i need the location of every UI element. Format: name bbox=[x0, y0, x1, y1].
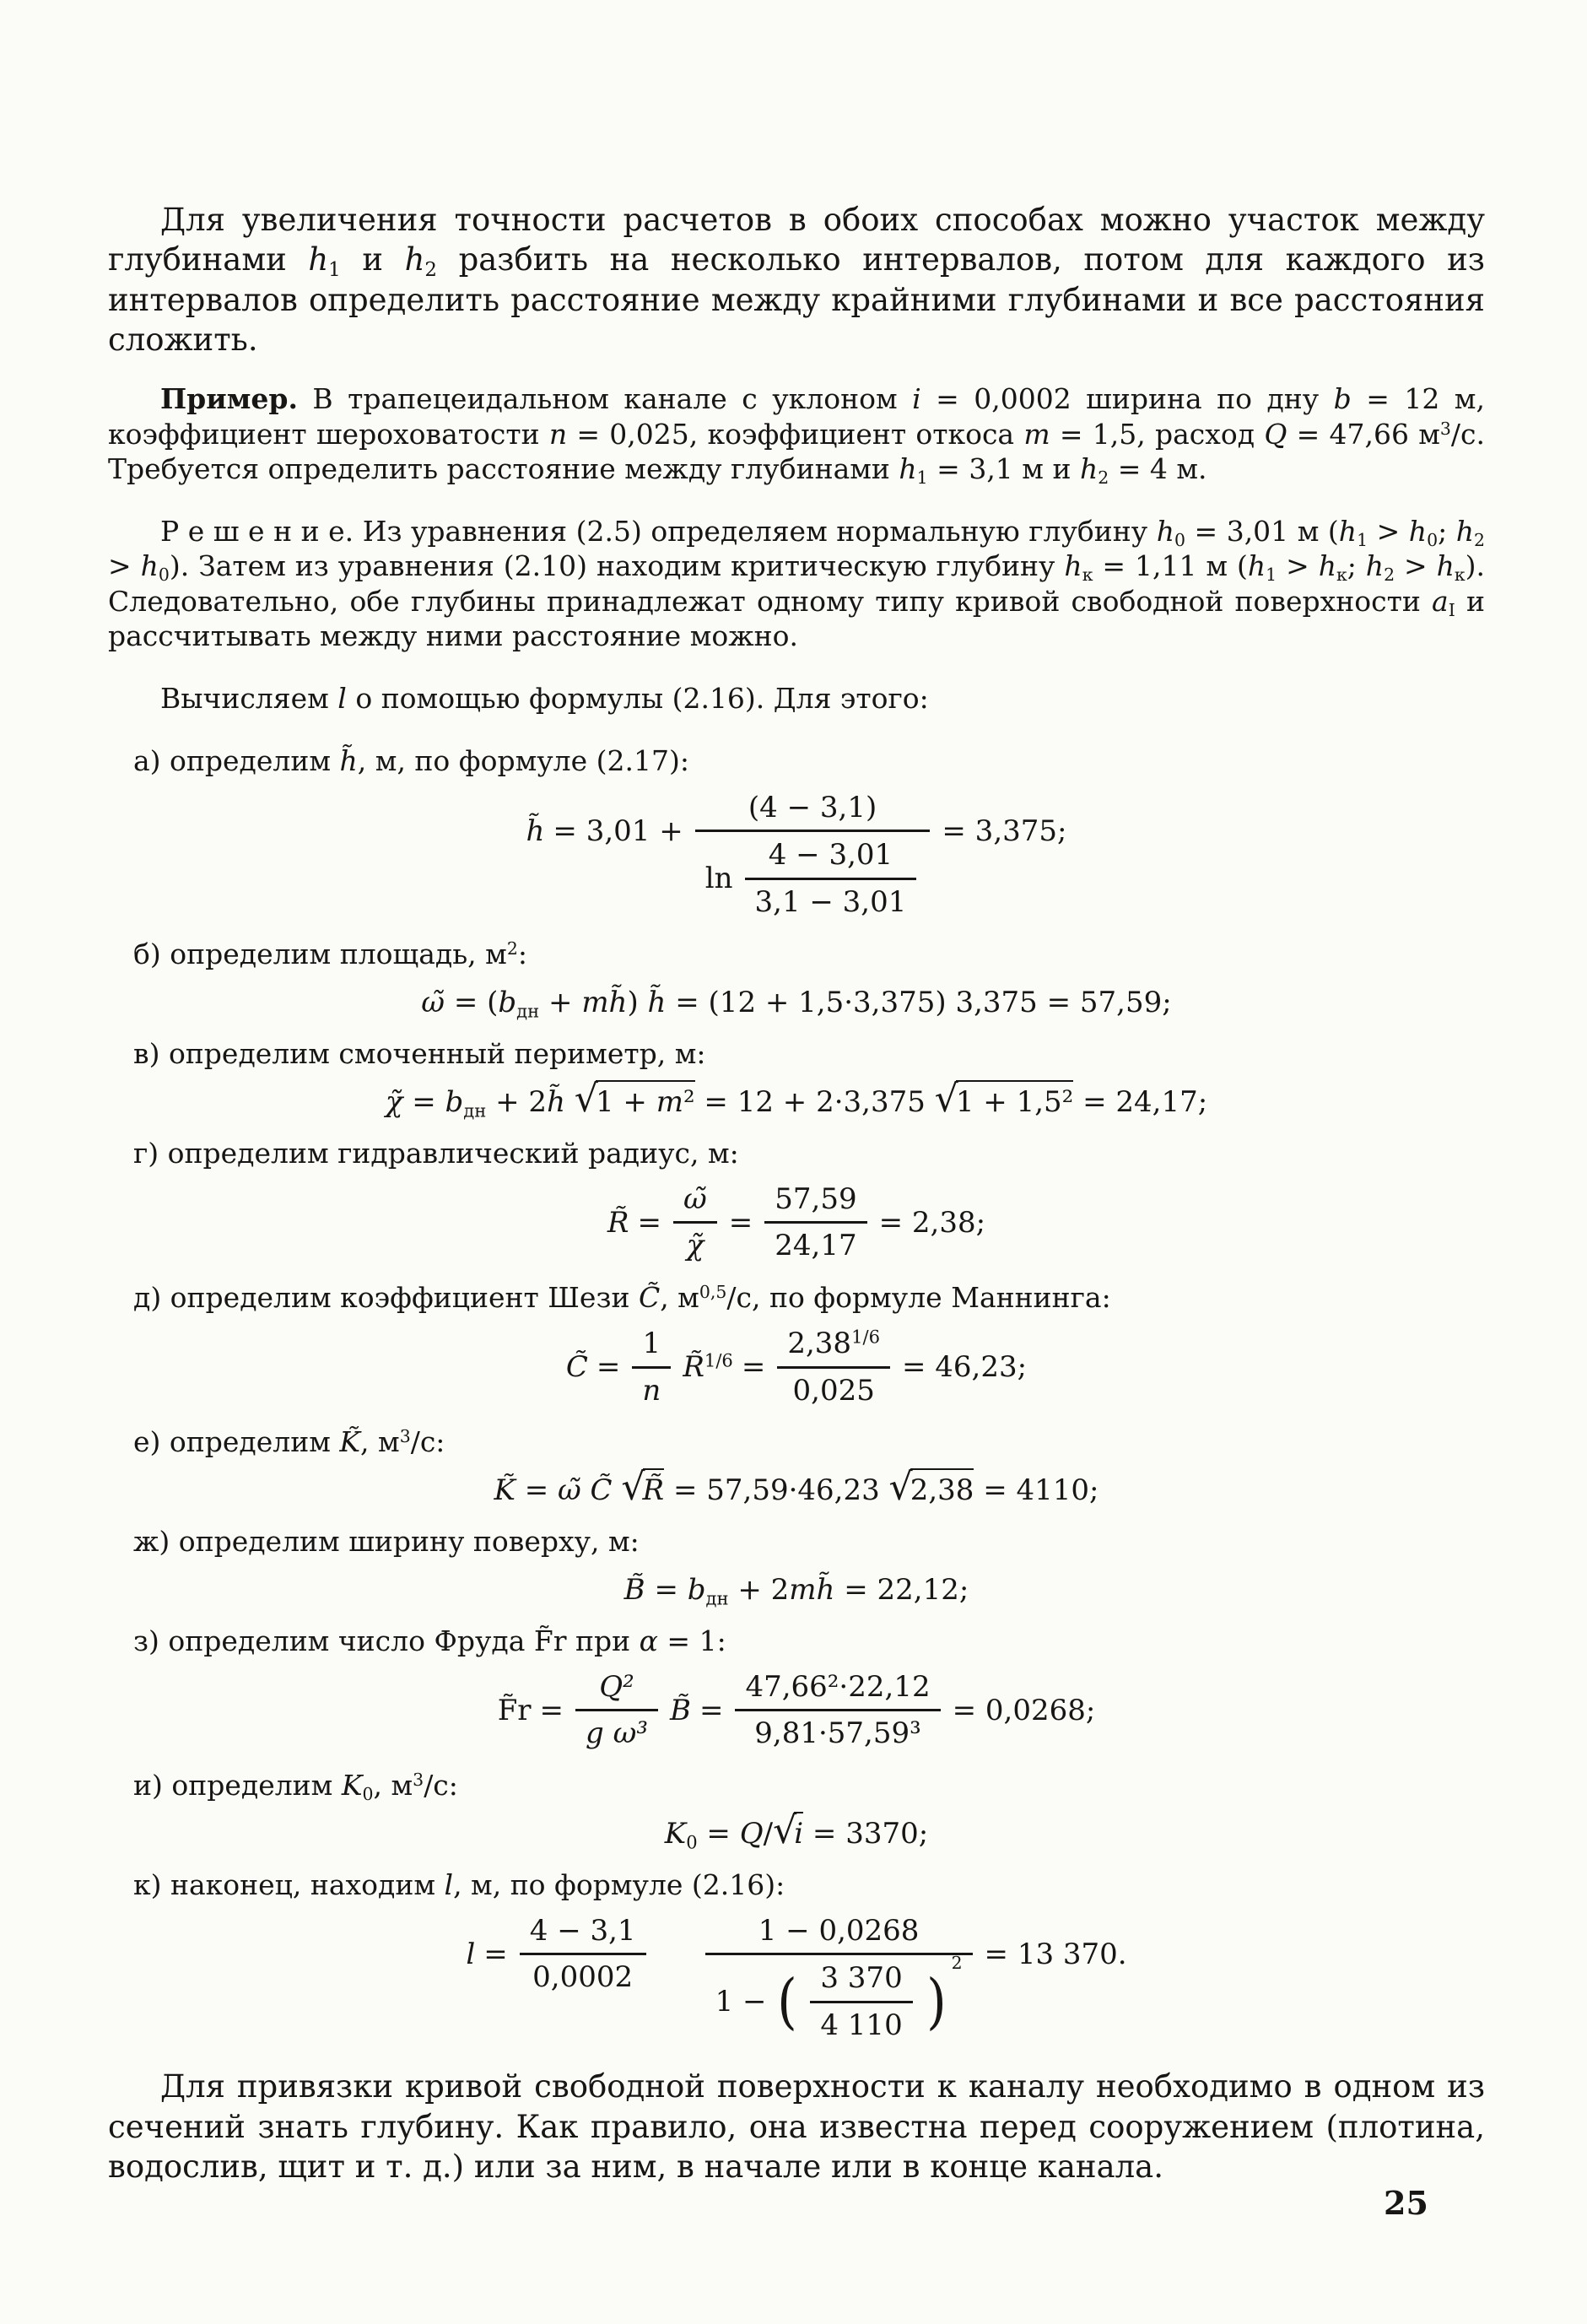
exponent: 2 bbox=[951, 1953, 963, 1974]
text-run: = bbox=[402, 1085, 445, 1120]
text-run: = (12 + 1,5·3,375) 3,375 = 57,59; bbox=[666, 986, 1172, 1020]
text-run: = 4 м. bbox=[1109, 451, 1207, 485]
text-run: h bbox=[1338, 515, 1358, 549]
text-run: = 0,0002 ширина по дну bbox=[920, 382, 1334, 416]
formula-g-n1: ω̃ bbox=[683, 1181, 707, 1216]
text-run: F̃r bbox=[533, 1624, 567, 1657]
text-run: 0 bbox=[686, 1831, 698, 1853]
text-run: ω̃ bbox=[558, 1473, 581, 1508]
text-run: h bbox=[1079, 451, 1098, 485]
text-run: / bbox=[763, 1817, 774, 1851]
paragraph-compute bbox=[108, 681, 1485, 716]
text-run: к bbox=[1336, 565, 1347, 586]
formula-d-fraction-2 bbox=[777, 1325, 890, 1409]
text-run: = 0,025, коэффициент откоса bbox=[567, 417, 1024, 451]
text-run: h bbox=[308, 241, 329, 278]
text-run: h bbox=[1455, 515, 1474, 549]
text-run: , м, по формуле (2.17): bbox=[357, 744, 690, 778]
formula-g-d1: χ̃ bbox=[673, 1221, 717, 1265]
text-run: = 3370; bbox=[803, 1817, 929, 1851]
formula-e bbox=[108, 1466, 1485, 1510]
text-run: mh̃ bbox=[581, 986, 628, 1020]
text-run: = 1,5, расход bbox=[1050, 417, 1265, 451]
text-run: при bbox=[566, 1624, 640, 1657]
formula-d-d2: 0,025 bbox=[777, 1366, 890, 1410]
text-run: h bbox=[1436, 549, 1455, 583]
text-run: n bbox=[548, 417, 568, 451]
formula-d-d1: n bbox=[632, 1366, 671, 1410]
formula-a-denominator bbox=[695, 830, 931, 921]
var-c-tilde: C̃ bbox=[565, 1349, 588, 1384]
text-run: ² bbox=[683, 1080, 695, 1119]
equals-sign: = bbox=[699, 1693, 724, 1727]
text-run: в) определим смоченный периметр, м: bbox=[133, 1036, 706, 1070]
formula-g-result: = 2,38; bbox=[878, 1205, 986, 1240]
text-run: > bbox=[1277, 549, 1319, 583]
text-run: h bbox=[140, 549, 159, 583]
text-run: + bbox=[539, 986, 582, 1020]
text-run bbox=[613, 1473, 622, 1507]
formula-a bbox=[108, 789, 1485, 922]
text-run: и bbox=[340, 241, 405, 278]
text-run: l bbox=[337, 682, 347, 716]
text-run: е) определим bbox=[133, 1425, 340, 1459]
formula-z bbox=[108, 1668, 1485, 1753]
text-run: = bbox=[645, 1573, 688, 1608]
text-run: /с, по формуле Маннинга: bbox=[726, 1280, 1111, 1314]
text-run: 1 bbox=[1357, 530, 1368, 551]
text-run: 2 bbox=[424, 259, 437, 282]
formula-z-n2: 47,66²·22,12 bbox=[745, 1669, 931, 1704]
text-run: /с. Требуется определить расстояние между глубинами bbox=[108, 417, 1485, 485]
var-r-tilde: R̃ bbox=[683, 1349, 704, 1384]
text-run: Q bbox=[1264, 417, 1287, 451]
text-run: h̃ bbox=[339, 744, 358, 778]
page-text-block bbox=[108, 169, 1485, 2219]
text-run: χ̃ bbox=[385, 1085, 403, 1120]
formula-z-n1: Q² bbox=[599, 1669, 634, 1704]
text-run: к) наконец, находим bbox=[133, 1867, 445, 1901]
text-run: = ( bbox=[445, 986, 499, 1020]
text-run: I bbox=[1448, 599, 1455, 620]
formula-v bbox=[108, 1078, 1485, 1121]
var-b-tilde: B̃ bbox=[669, 1693, 691, 1727]
text-run: разбить на несколько интервалов, потом для каждого из интервалов определить расстояние между крайними глубинами и все расстояния сложить. bbox=[108, 241, 1485, 359]
text-run: m bbox=[1023, 417, 1050, 451]
formula-d bbox=[108, 1325, 1485, 1409]
text-run: , м bbox=[660, 1280, 699, 1314]
text-run: 3 bbox=[399, 1425, 411, 1446]
text-run: Вычисляем bbox=[160, 682, 338, 716]
text-run: ж) определим ширину поверху, м: bbox=[133, 1524, 640, 1558]
formula-z-fraction-2 bbox=[735, 1668, 940, 1753]
formula-d-n1: 1 bbox=[642, 1327, 661, 1361]
text-run: дн bbox=[705, 1587, 729, 1609]
formula-a-result: = 3,375; bbox=[942, 813, 1067, 848]
text-run: l bbox=[444, 1867, 454, 1901]
text-run: г) определим гидравлический радиус, м: bbox=[133, 1136, 739, 1170]
text-run bbox=[565, 1085, 575, 1119]
text-run: > bbox=[1368, 515, 1409, 549]
step-label-a bbox=[133, 743, 1485, 778]
exponent: 1/6 bbox=[851, 1326, 880, 1348]
formula-g bbox=[108, 1181, 1485, 1265]
text-run: h̃ bbox=[647, 986, 667, 1020]
text-run: > bbox=[1395, 549, 1437, 583]
text-run: к bbox=[1454, 565, 1466, 586]
text-run: ). Затем из уравнения (2.10) находим критическую глубину bbox=[169, 549, 1065, 583]
text-run: K bbox=[341, 1768, 363, 1802]
paragraph-closing bbox=[108, 2067, 1485, 2186]
text-run: = 22,12; bbox=[834, 1573, 969, 1608]
text-run: ; bbox=[1347, 549, 1366, 583]
text-run: h bbox=[1064, 549, 1082, 583]
text-run: 1 + bbox=[596, 1080, 656, 1119]
text-run: а) определим bbox=[133, 744, 340, 778]
formula-k-inner-fraction bbox=[810, 1959, 912, 2044]
text-run: = 3,1 м и bbox=[927, 451, 1080, 485]
text-run: m bbox=[656, 1080, 683, 1119]
text-run: = 47,66 м bbox=[1287, 417, 1440, 451]
step-label-v bbox=[133, 1036, 1485, 1071]
text-run: , м bbox=[373, 1768, 413, 1802]
text-run: 3 bbox=[1439, 418, 1451, 439]
equals-sign: = bbox=[483, 1937, 508, 1971]
formula-k-d1: 0,0002 bbox=[520, 1953, 646, 1997]
text-run: h bbox=[1318, 549, 1336, 583]
formula-g-fraction-1 bbox=[673, 1181, 717, 1265]
text-run: к bbox=[1082, 565, 1093, 586]
paragraph-example bbox=[108, 381, 1485, 489]
formula-d-n2 bbox=[777, 1325, 890, 1366]
formula-i bbox=[108, 1809, 1485, 1853]
text-run: 2 bbox=[1474, 530, 1486, 551]
text-run: о помощью формулы (2.16). Для этого: bbox=[346, 682, 929, 716]
formula-z-fraction-1 bbox=[575, 1668, 658, 1753]
formula-d-result: = 46,23; bbox=[902, 1349, 1028, 1384]
text-run: a bbox=[1432, 584, 1449, 618]
text-run: 0 bbox=[362, 1784, 374, 1805]
text-run: и рассчитывать между ними расстояние можно. bbox=[108, 584, 1485, 652]
formula-z-d2: 9,81·57,59³ bbox=[735, 1709, 940, 1753]
step-label-e bbox=[133, 1424, 1485, 1459]
text-run: b bbox=[1333, 382, 1352, 416]
text-run: √ bbox=[934, 1078, 958, 1121]
text-run: b bbox=[498, 986, 517, 1020]
exponent: 1/6 bbox=[704, 1349, 733, 1371]
text-run: дн bbox=[463, 1100, 487, 1121]
text-run: , м bbox=[360, 1425, 400, 1459]
formula-d-power-term bbox=[683, 1349, 733, 1386]
formula-k-n1: 4 − 3,1 bbox=[529, 1913, 636, 1948]
text-run: = 4110; bbox=[974, 1473, 1099, 1508]
text-run: д) определим коэффициент Шези bbox=[133, 1280, 639, 1314]
text-run: h bbox=[899, 451, 917, 485]
text-run: 0 bbox=[158, 565, 170, 586]
formula-d-n2-base: 2,38 bbox=[787, 1327, 852, 1361]
formula-k-d2-pre: 1 − bbox=[715, 1985, 767, 2019]
text-run: Из уравнения (2.5) определяем нормальную глубину bbox=[354, 515, 1157, 549]
formula-z-d1: g ω³ bbox=[575, 1709, 658, 1753]
text-run: = bbox=[697, 1817, 740, 1851]
ln-operator: ln bbox=[704, 861, 733, 895]
formula-k bbox=[108, 1912, 1485, 2046]
text-run: 1 bbox=[1266, 565, 1277, 586]
text-run: 2 bbox=[1098, 468, 1109, 489]
text-run: 3 bbox=[413, 1769, 424, 1790]
formula-a-inner-numerator: 4 − 3,01 bbox=[768, 838, 893, 873]
text-run: ). Следовательно, обе глубины принадлежат одному типу кривой свободной поверхности bbox=[108, 549, 1486, 618]
text-run: дн bbox=[516, 1000, 540, 1022]
text-run: h bbox=[1247, 549, 1266, 583]
text-run: b bbox=[445, 1085, 464, 1120]
text-run bbox=[581, 1473, 591, 1507]
text-run: h bbox=[1156, 515, 1174, 549]
paragraph-intro bbox=[108, 200, 1485, 359]
step-label-i bbox=[133, 1768, 1485, 1805]
equals-sign: = bbox=[741, 1349, 766, 1384]
formula-a-fraction bbox=[695, 789, 931, 922]
text-run: = 12 + 2·3,375 bbox=[694, 1085, 935, 1120]
text-run: б) определим площадь, м bbox=[133, 938, 507, 971]
text-run: /с: bbox=[410, 1425, 445, 1459]
var-r-tilde: R̃ bbox=[607, 1205, 629, 1240]
text-run: > bbox=[108, 549, 141, 583]
text-run: i bbox=[912, 382, 921, 416]
text-run: K̃ bbox=[494, 1473, 516, 1508]
step-label-zh bbox=[133, 1524, 1485, 1559]
text-run: C̃ bbox=[638, 1280, 661, 1314]
text-run: K̃ bbox=[339, 1425, 361, 1459]
text-run: 2 bbox=[506, 938, 518, 959]
text-run: /с: bbox=[424, 1768, 458, 1802]
formula-a-numerator: (4 − 3,1) bbox=[748, 790, 877, 824]
text-run: 0 bbox=[1427, 530, 1439, 551]
text-run: √ bbox=[888, 1466, 913, 1510]
text-run: Для привязки кривой свободной поверхности к каналу необходимо в одном из сечений знать глубину. Как правило, она известна перед сооружением (плотина, водослив, щит и т. д.) или за ним, в начале или в конце канала. bbox=[108, 2068, 1485, 2186]
text-run: + 2 bbox=[486, 1085, 548, 1120]
text-run: R̃ bbox=[643, 1468, 665, 1507]
text-run: = 3,01 м ( bbox=[1185, 515, 1339, 549]
formula-g-n2: 57,59 bbox=[775, 1181, 857, 1216]
formula-a-inner-denominator: 3,1 − 3,01 bbox=[745, 878, 917, 921]
text-run: B̃ bbox=[623, 1573, 645, 1608]
text-run: = 1: bbox=[657, 1624, 726, 1657]
formula-a-pre: = 3,01 + bbox=[553, 813, 683, 848]
var-h-tilde: h̃ bbox=[526, 813, 545, 848]
step-label-b bbox=[133, 937, 1485, 971]
text-run: 1 bbox=[328, 259, 341, 282]
text-run: K bbox=[664, 1817, 687, 1851]
formula-k-n2: 1 − 0,0268 bbox=[758, 1913, 920, 1948]
text-run: 2,38 bbox=[910, 1468, 974, 1507]
equals-sign: = bbox=[596, 1349, 621, 1384]
text-run: з) определим число Фруда bbox=[133, 1624, 534, 1657]
text-run: h bbox=[1365, 549, 1385, 583]
text-run: Q bbox=[739, 1817, 764, 1851]
text-run: √ bbox=[773, 1809, 797, 1853]
text-run: и) определим bbox=[133, 1768, 342, 1802]
text-run: h bbox=[404, 241, 425, 278]
formula-zh bbox=[108, 1572, 1485, 1608]
formula-k-result: = 13 370. bbox=[984, 1937, 1127, 1971]
text-run: : bbox=[517, 938, 527, 971]
page-number: 25 bbox=[1384, 2184, 1428, 2222]
var-l: l bbox=[466, 1937, 476, 1971]
text-run: = bbox=[515, 1473, 558, 1508]
text-run: ) bbox=[627, 986, 648, 1020]
formula-g-d2: 24,17 bbox=[764, 1221, 866, 1265]
equals-sign: = bbox=[637, 1205, 662, 1240]
text-run: Для увеличения точности расчетов в обоих способах можно участок между глубинами bbox=[108, 202, 1485, 278]
equals-sign: = bbox=[728, 1205, 753, 1240]
text-run: 2 bbox=[1384, 565, 1395, 586]
text-run: mh̃ bbox=[789, 1573, 835, 1608]
text-run: = 57,59·46,23 bbox=[664, 1473, 889, 1508]
text-run: i bbox=[794, 1812, 803, 1851]
text-run: = 1,11 м ( bbox=[1093, 549, 1248, 583]
text-run: = 12 м, коэффициент шероховатости bbox=[108, 382, 1485, 451]
formula-z-result: = 0,0268; bbox=[952, 1693, 1096, 1727]
step-label-g bbox=[133, 1136, 1485, 1170]
text-run: 1 bbox=[916, 468, 928, 489]
formula-k-inner-numerator: 3 370 bbox=[820, 1961, 903, 1996]
formula-g-fraction-2 bbox=[764, 1181, 866, 1265]
text-run: h bbox=[1408, 515, 1428, 549]
text-run: ; bbox=[1438, 515, 1456, 549]
text-run: 0 bbox=[1174, 530, 1185, 551]
formula-b bbox=[108, 985, 1485, 1021]
paragraph-solution bbox=[108, 514, 1485, 653]
text-run: α bbox=[639, 1624, 658, 1657]
text-run: Р е ш е н и е. bbox=[160, 515, 354, 549]
text-run: 1 + 1,5² bbox=[956, 1080, 1073, 1119]
text-run: = 24,17; bbox=[1073, 1085, 1208, 1120]
text-run: √ bbox=[621, 1466, 645, 1510]
text-run: C̃ bbox=[590, 1473, 613, 1508]
text-run: √ bbox=[574, 1078, 598, 1121]
text-run: , м, по формуле (2.16): bbox=[453, 1867, 785, 1901]
equals-sign: = bbox=[539, 1693, 564, 1727]
step-label-d bbox=[133, 1280, 1485, 1315]
text-run: + 2 bbox=[728, 1573, 790, 1608]
step-label-z bbox=[133, 1624, 1485, 1658]
text-run: h̃ bbox=[547, 1085, 565, 1120]
formula-k-fraction-2 bbox=[705, 1912, 973, 2046]
formula-a-inner-fraction bbox=[745, 836, 917, 921]
text-run: ω̃ bbox=[421, 986, 445, 1020]
var-froude: F̃r bbox=[497, 1693, 532, 1727]
formula-d-fraction-1 bbox=[632, 1325, 671, 1409]
step-label-k bbox=[133, 1867, 1485, 1902]
formula-k-fraction-1 bbox=[520, 1912, 646, 1997]
formula-k-d2: 1 − ( $\frac{3 370}{4 110}$ ) 2 bbox=[705, 1953, 973, 2045]
text-run: 0,5 bbox=[699, 1281, 727, 1302]
text-run: В трапецеидальном канале с уклоном bbox=[297, 382, 913, 416]
formula-k-inner-denominator: 4 110 bbox=[810, 2001, 912, 2045]
text-run: b bbox=[687, 1573, 706, 1608]
text-run: Пример. bbox=[160, 382, 298, 416]
